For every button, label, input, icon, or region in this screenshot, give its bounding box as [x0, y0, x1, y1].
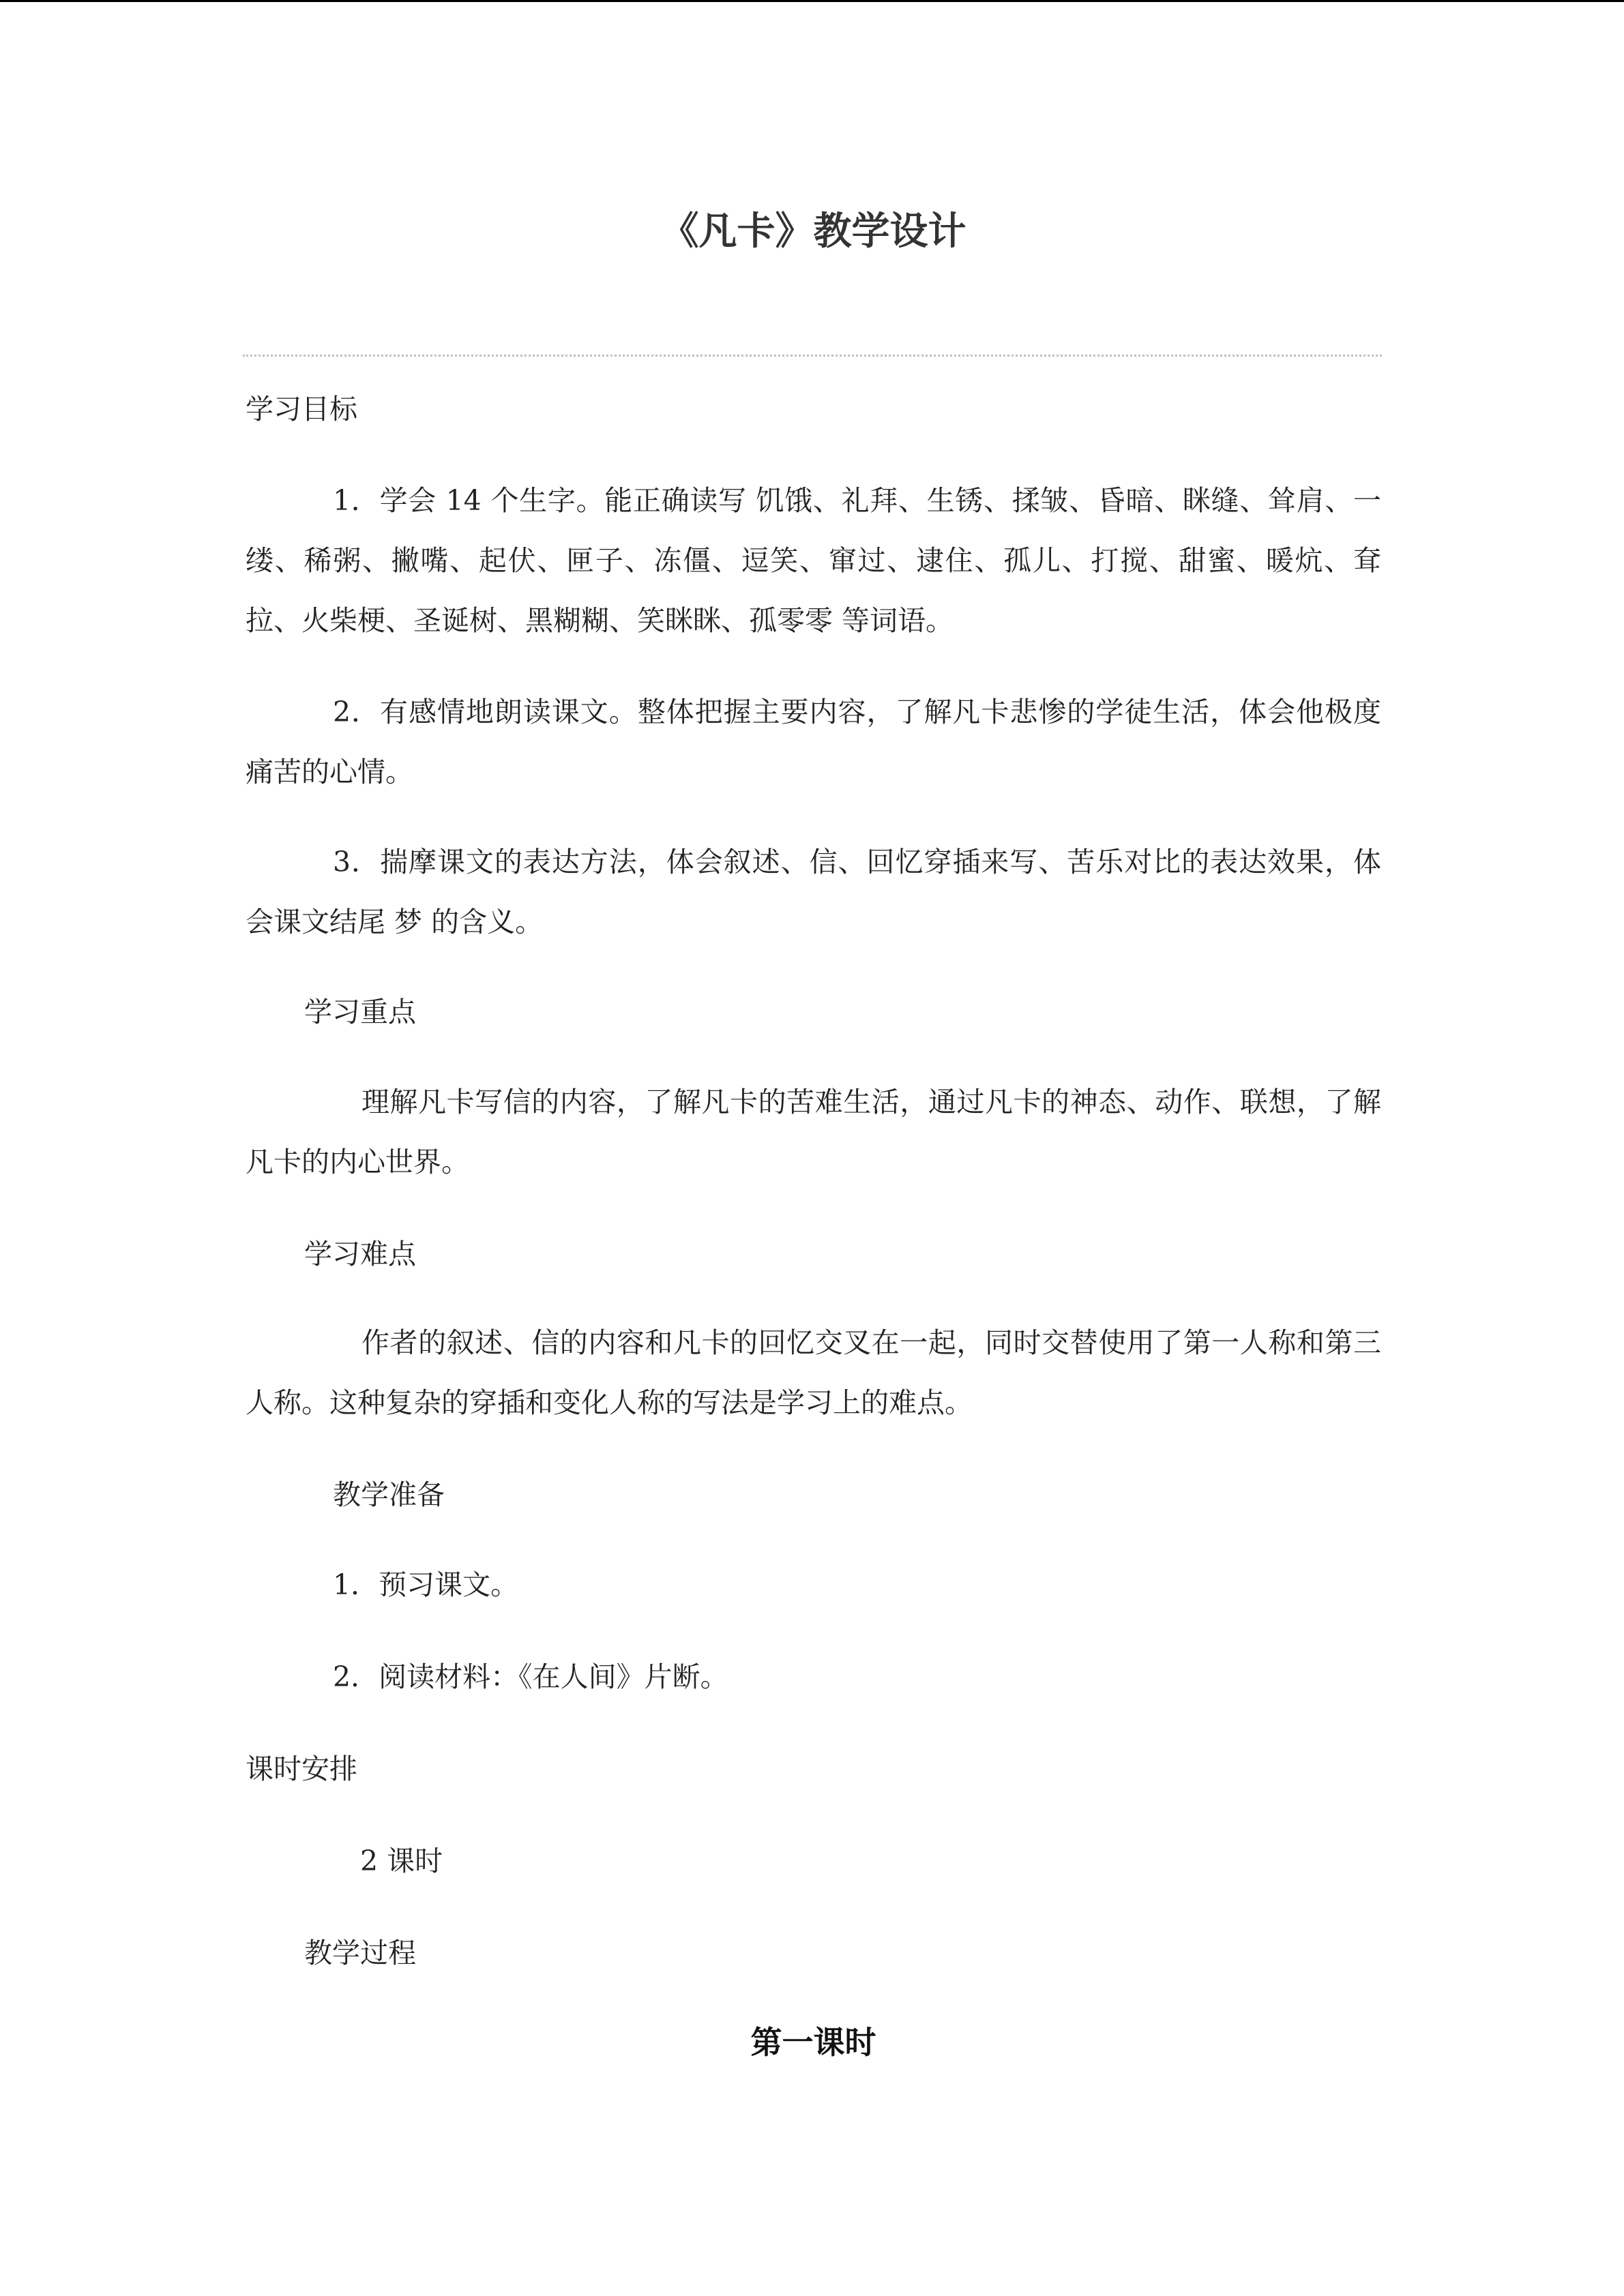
schedule-text: 2 课时	[360, 1845, 443, 1877]
schedule-heading: 课时安排	[246, 1753, 357, 1785]
difficulty-text: 作者的叙述、信的内容和凡卡的回忆交叉在一起，同时交替使用了第一人称和第三人称。这种复杂的穿插和变化人称的写法是学习上的难点。	[246, 1326, 1381, 1419]
objective-1: 1．学会 14 个生字。能正确读写 饥饿、礼拜、生锈、揉皱、昏暗、眯缝、耸肩、一缕、稀粥、撇嘴、起伏、匣子、冻僵、逗笑、窜过、逮住、孤儿、打搅、甜蜜、暖炕、耷拉、火柴梗、圣诞树、黑糊糊、笑眯眯、孤零零 等词语。	[246, 484, 1381, 637]
prep-item-1: 1．预习课文。	[333, 1568, 519, 1601]
prep-item-2: 2．阅读材料：《在人间》片断。	[333, 1660, 728, 1693]
key-text: 理解凡卡写信的内容，了解凡卡的苦难生活，通过凡卡的神态、动作、联想，了解凡卡的内心世界。	[246, 1086, 1381, 1178]
page-top-border	[0, 0, 1624, 2]
difficulty-heading: 学习难点	[304, 1238, 416, 1270]
process-heading: 教学过程	[304, 1937, 416, 1969]
title-divider	[243, 355, 1382, 357]
objective-3: 3．揣摩课文的表达方法，体会叙述、信、回忆穿插来写、苦乐对比的表达效果，体会课文结尾 梦 的含义。	[246, 846, 1381, 938]
lesson-1-title: 第一课时	[750, 2024, 876, 2061]
document-title: 《凡卡》教学设计	[660, 209, 966, 254]
prep-heading: 教学准备	[333, 1478, 445, 1511]
objectives-heading: 学习目标	[246, 393, 357, 426]
objective-2: 2．有感情地朗读课文。整体把握主要内容，了解凡卡悲惨的学徒生活，体会他极度痛苦的心情。	[246, 696, 1381, 788]
key-heading: 学习重点	[304, 996, 416, 1028]
